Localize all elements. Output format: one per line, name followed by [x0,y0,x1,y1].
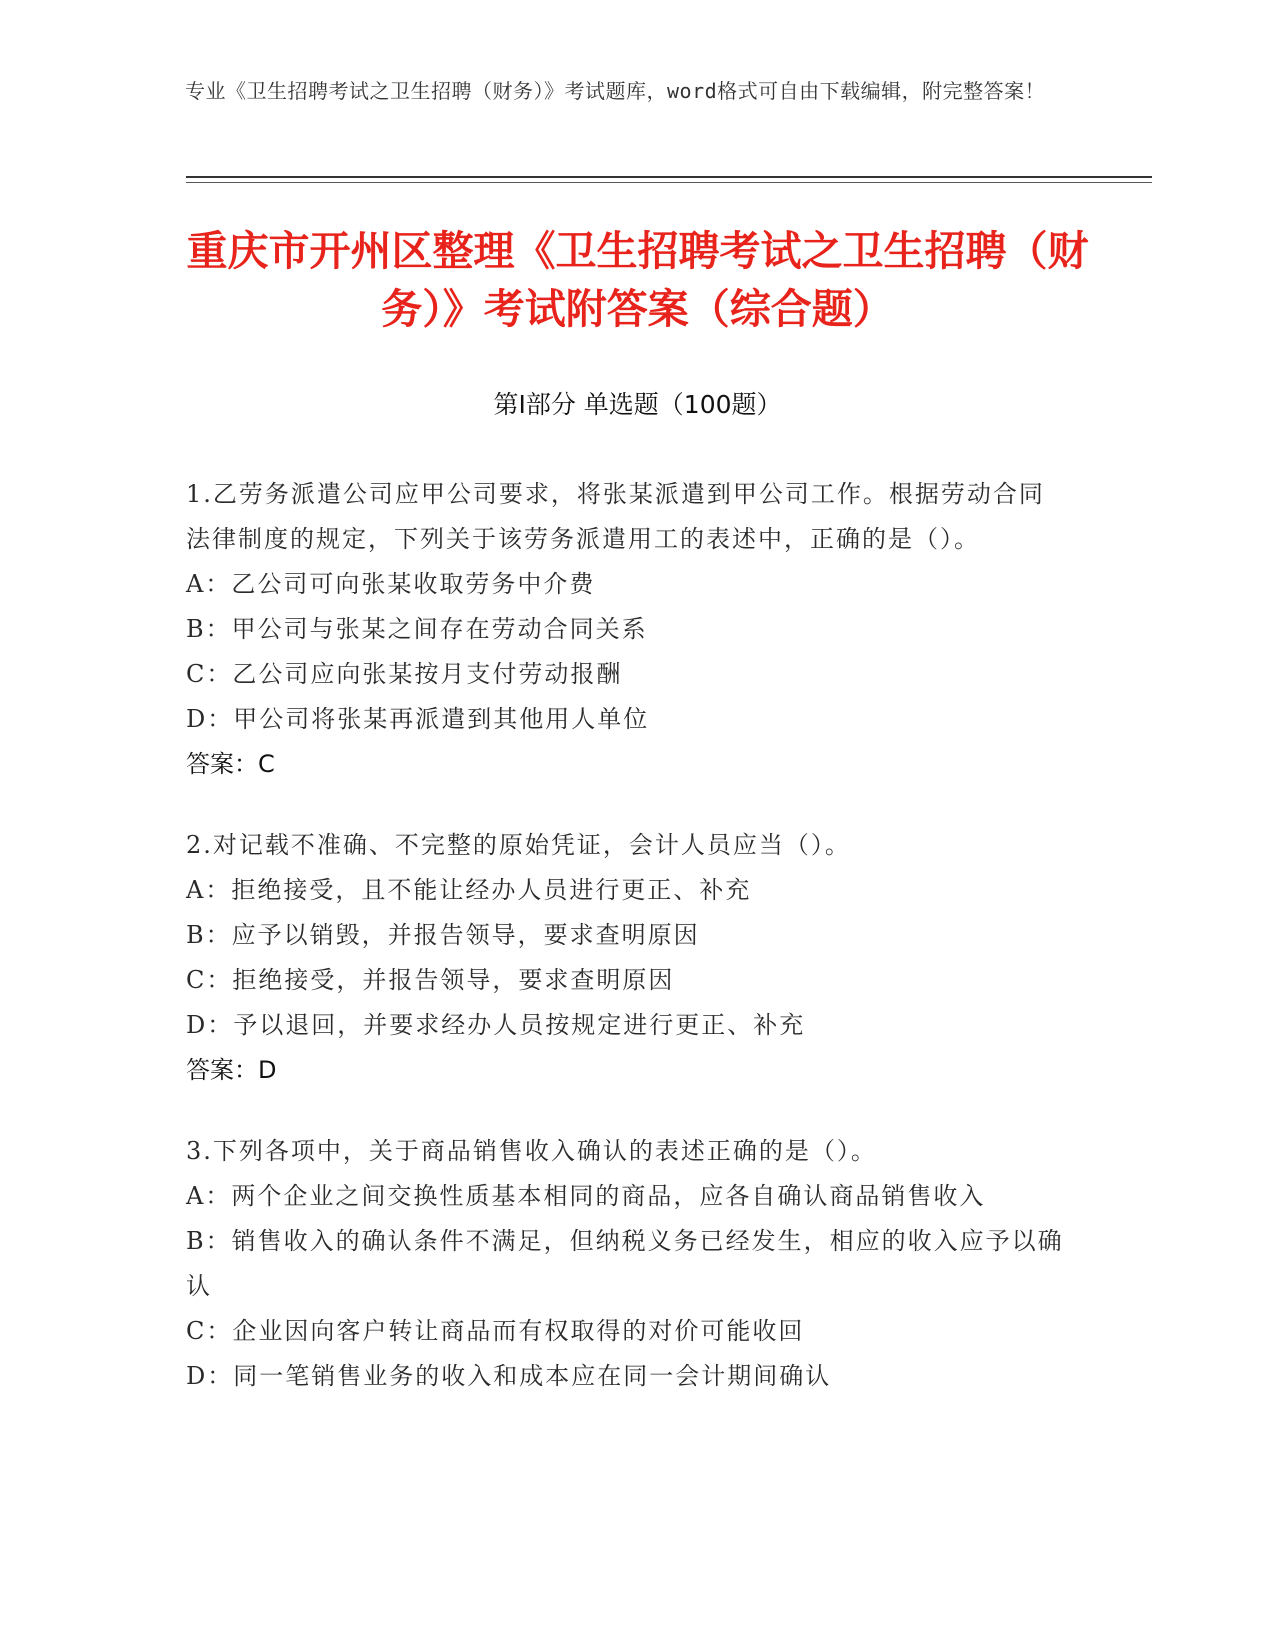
option-a: A：乙公司可向张某收取劳务中介费 [186,570,596,598]
option-b: B：甲公司与张某之间存在劳动合同关系 [186,615,648,643]
header-divider-thin [186,182,1152,183]
answer-line: 答案：C [186,750,275,778]
question-text: 3.下列各项中，关于商品销售收入确认的表述正确的是（）。 [186,1137,877,1165]
option-d: D：予以退回，并要求经办人员按规定进行更正、补充 [186,1011,806,1039]
question-item [186,1129,1066,1399]
option-c: C：拒绝接受，并报告领导，要求查明原因 [186,966,675,994]
section-title: 第Ⅰ部分 单选题（100题） [493,390,782,419]
option-b: B：应予以销毁，并报告领导，要求查明原因 [186,921,700,949]
question-text: 2.对记载不准确、不完整的原始凭证，会计人员应当（）。 [186,831,851,859]
question-item [186,472,1066,787]
option-c: C：企业因向客户转让商品而有权取得的对价可能收回 [186,1317,805,1345]
question-text: 1.乙劳务派遣公司应甲公司要求，将张某派遣到甲公司工作。根据劳动合同法律制度的规定，下列关于该劳务派遣用工的表述中，正确的是（）。 [186,480,1045,553]
option-a: A：拒绝接受，且不能让经办人员进行更正、补充 [186,876,752,904]
header-divider-thick [186,176,1152,178]
header-note: 专业《卫生招聘考试之卫生招聘（财务）》考试题库，word格式可自由下载编辑，附完整答案！ [185,79,1046,103]
option-c: C：乙公司应向张某按月支付劳动报酬 [186,660,623,688]
option-a: A：两个企业之间交换性质基本相同的商品，应各自确认商品销售收入 [186,1182,986,1210]
option-d: D：甲公司将张某再派遣到其他用人单位 [186,705,650,733]
question-list [186,472,1066,1435]
document-title: 重庆市开州区整理《卫生招聘考试之卫生招聘（财务）》考试附答案（综合题） [186,227,1089,333]
option-b: B：销售收入的确认条件不满足，但纳税义务已经发生，相应的收入应予以确认 [186,1227,1064,1300]
answer-line: 答案：D [186,1056,277,1084]
question-item [186,823,1066,1093]
option-d: D：同一笔销售业务的收入和成本应在同一会计期间确认 [186,1362,832,1390]
